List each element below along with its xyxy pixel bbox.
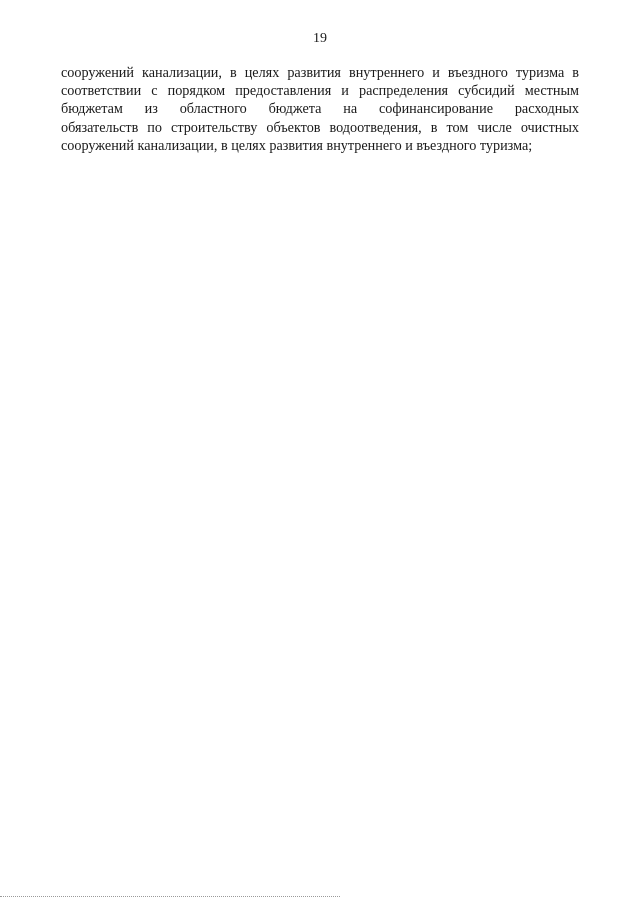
text-line: обязательств по строительству объектов водоотведения, в том числе очистных	[61, 119, 579, 136]
page-number: 19	[313, 31, 327, 46]
text-line: бюджетам из областного бюджета на софинансирование расходных	[61, 101, 579, 118]
paragraph	[61, 64, 579, 155]
body-text	[61, 64, 579, 155]
scan-footer-rule	[0, 896, 340, 897]
text-line: сооружений канализации, в целях развития внутреннего и въездного туризма в	[61, 65, 579, 81]
text-line: соответствии с порядком предоставления и распределения субсидий местным	[61, 83, 579, 100]
text-line: сооружений канализации, в целях развития внутреннего и въездного туризма;	[61, 137, 533, 154]
